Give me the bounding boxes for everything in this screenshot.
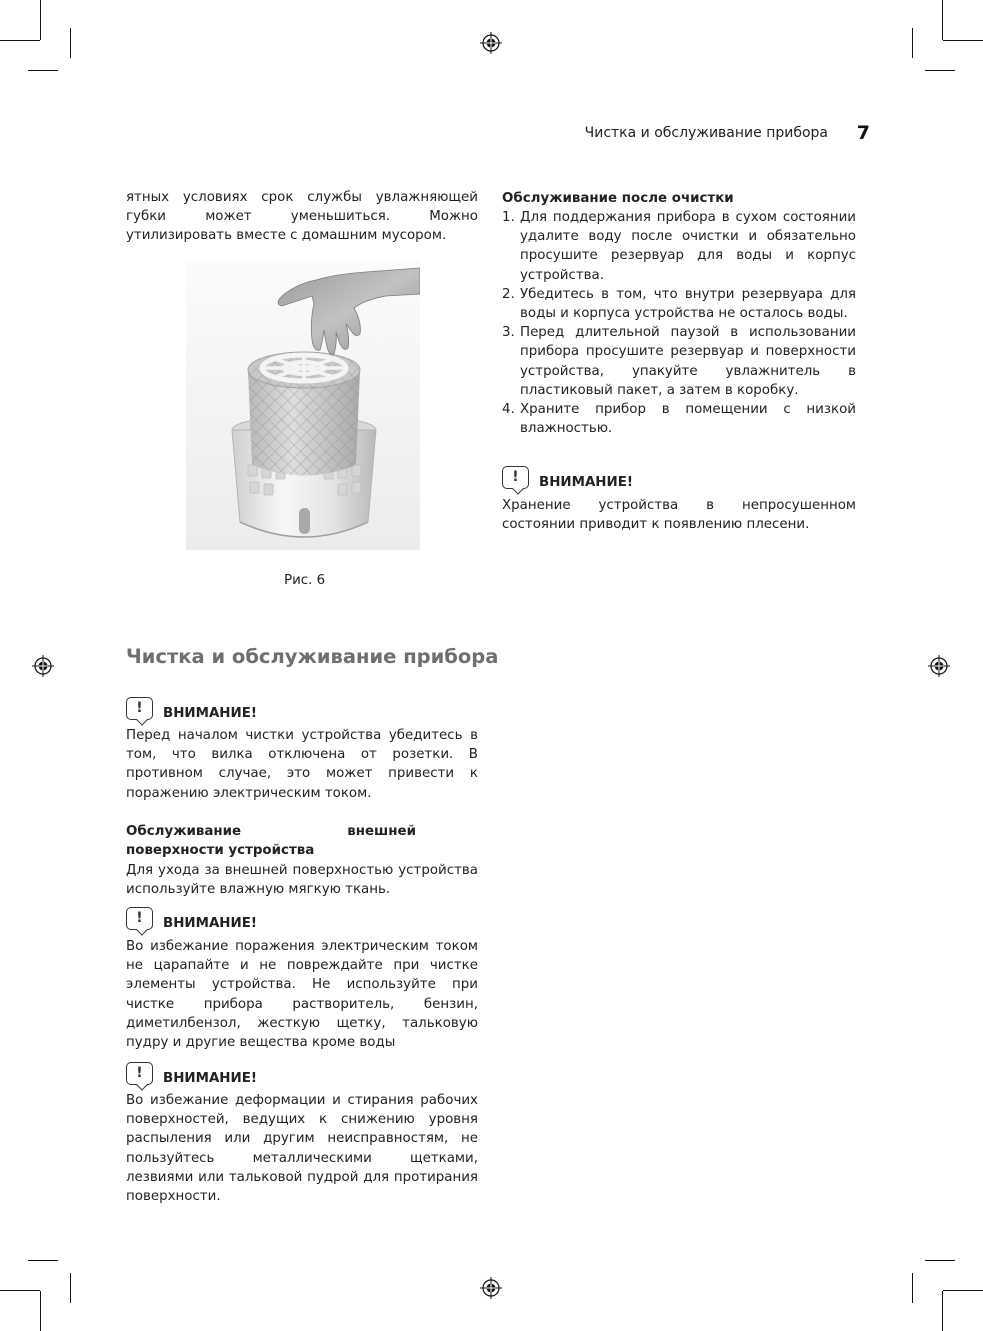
warning-header [126,1062,478,1088]
registration-mark-icon [32,655,54,677]
warning-header [502,466,856,492]
crop-mark [925,70,955,71]
registration-mark-icon [928,655,950,677]
warning-header [126,697,478,723]
crop-mark [0,1290,40,1291]
warning-icon: ! [126,697,153,720]
crop-mark [0,40,40,41]
crop-mark [40,0,41,40]
warning-label: ВНИМАНИЕ! [163,916,257,931]
section-title: Чистка и обслуживание прибора [126,645,499,668]
list-item: 3. Перед длительной паузой в использовании прибора просушите резервуар и поверхности устройства, упакуйте увлажнитель в пластиковый пакет, а затем в коробку. [502,325,856,398]
registration-mark-icon [480,32,502,54]
filter-illustration [186,260,420,550]
crop-mark [28,70,58,71]
warning-label: ВНИМАНИЕ! [163,1071,257,1086]
crop-mark [912,28,913,58]
warning-text: Перед началом чистки устройства убедитесь в том, что вилка отключена от розетки. В противном случае, это может привести к поражению электрическим током. [126,728,478,801]
running-header [584,122,870,146]
warning-text: Хранение устройства в непросушенном состоянии приводит к появлению плесени. [502,498,856,533]
humidifier-filter-photo [186,260,420,550]
crop-mark [912,1273,913,1303]
warning-icon: ! [502,466,529,489]
crop-mark [943,1290,983,1291]
subsection-heading: Обслуживание внешней поверхности устройства [126,824,416,859]
page-number: 7 [856,122,870,144]
list-item: 1. Для поддержания прибора в сухом состоянии удалите воду после очистки и обязательно просушите резервуар для воды и корпус устройства. [502,210,856,283]
warning-label: ВНИМАНИЕ! [539,475,633,490]
warning-label: ВНИМАНИЕ! [163,706,257,721]
crop-mark [28,1260,58,1261]
warning-header [126,907,478,933]
header-title: Чистка и обслуживание прибора [584,125,828,141]
intro-paragraph: ятных условиях срок службы увлажняющей губки может уменьшиться. Можно утилизировать вместе с домашним мусором. [126,190,478,244]
warning-text: Во избежание поражения электрическим током не царапайте и не повреждайте при чистке элементы устройства. Не используйте при чистке прибора растворитель, бензин, диметилбензол, жесткую щетку, тальковую пудру и другие вещества кроме воды [126,939,478,1051]
crop-mark [925,1260,955,1261]
maintenance-list [502,208,856,438]
crop-mark [70,1273,71,1303]
warning-icon: ! [126,1062,153,1085]
subsection-heading: Обслуживание после очистки [502,191,734,206]
crop-mark [943,40,983,41]
list-item: 2. Убедитесь в том, что внутри резервуара для воды и корпуса устройства не осталось воды. [502,286,856,322]
crop-mark [40,1291,41,1331]
list-item: 4. Храните прибор в помещении с низкой влажностью. [502,402,856,437]
registration-mark-icon [480,1277,502,1299]
exterior-text: Для ухода за внешней поверхностью устройства используйте влажную мягкую ткань. [126,863,478,898]
warning-text: Во избежание деформации и стирания рабочих поверхностей, ведущих к снижению уровня распыления или другим неисправностям, не пользуйтесь металлическими щетками, лезвиями или тальковой пудрой для протирания поверхности. [126,1093,478,1205]
warning-icon: ! [126,907,153,930]
figure-caption: Рис. 6 [284,573,326,588]
crop-mark [942,1291,943,1331]
crop-mark [70,28,71,58]
crop-mark [942,0,943,40]
